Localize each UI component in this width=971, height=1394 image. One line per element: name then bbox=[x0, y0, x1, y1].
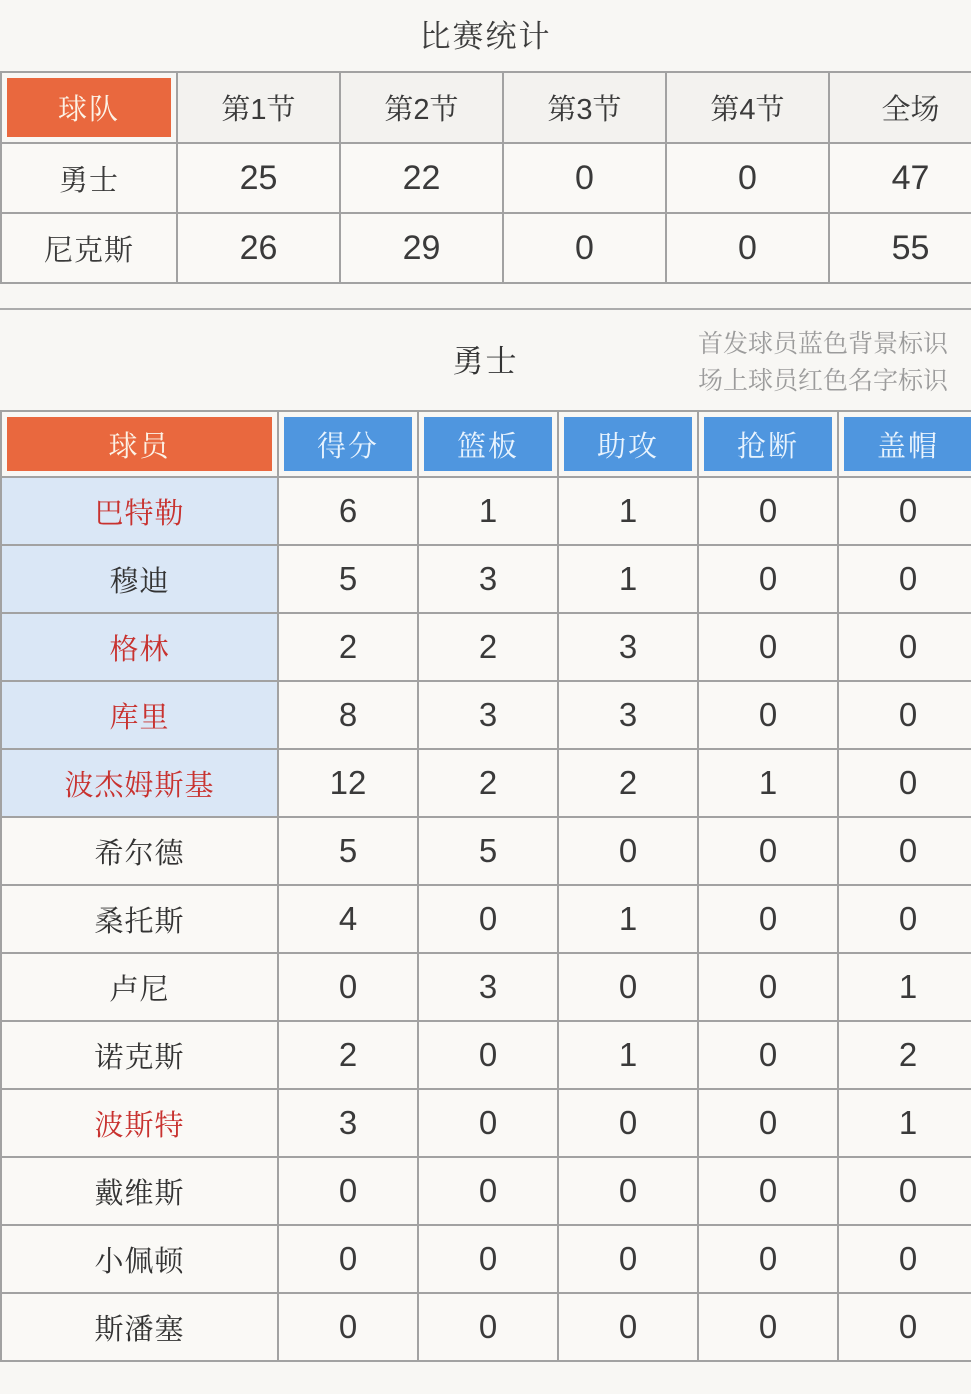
player-stat-value: 1 bbox=[838, 953, 971, 1021]
player-stat-value: 5 bbox=[278, 817, 418, 885]
player-stat-value: 0 bbox=[698, 1089, 838, 1157]
player-stat-value: 0 bbox=[278, 1157, 418, 1225]
player-name: 穆迪 bbox=[1, 545, 278, 613]
team-score-row bbox=[1, 143, 971, 213]
player-row bbox=[1, 477, 971, 545]
player-stat-value: 2 bbox=[418, 613, 558, 681]
player-stat-value: 1 bbox=[558, 1021, 698, 1089]
player-stat-value: 0 bbox=[698, 1021, 838, 1089]
quarter-score-value: 26 bbox=[177, 213, 340, 283]
stat-column-header: 盖帽 bbox=[838, 411, 971, 477]
player-row bbox=[1, 817, 971, 885]
player-stat-value: 0 bbox=[558, 1293, 698, 1361]
player-stat-value: 0 bbox=[418, 1225, 558, 1293]
player-stat-value: 0 bbox=[418, 1089, 558, 1157]
player-stat-value: 0 bbox=[838, 545, 971, 613]
player-stat-value: 4 bbox=[278, 885, 418, 953]
player-stat-value: 3 bbox=[418, 953, 558, 1021]
player-stat-value: 0 bbox=[558, 953, 698, 1021]
player-stat-value: 0 bbox=[838, 885, 971, 953]
player-stat-value: 1 bbox=[558, 885, 698, 953]
player-stat-value: 0 bbox=[838, 1157, 971, 1225]
player-name: 小佩顿 bbox=[1, 1225, 278, 1293]
player-stat-value: 0 bbox=[698, 817, 838, 885]
player-stat-value: 0 bbox=[698, 885, 838, 953]
player-name: 戴维斯 bbox=[1, 1157, 278, 1225]
team-section-title: 勇士 bbox=[452, 344, 519, 379]
player-stat-value: 6 bbox=[278, 477, 418, 545]
quarter-score-value: 0 bbox=[666, 213, 829, 283]
player-stat-value: 1 bbox=[418, 477, 558, 545]
player-row bbox=[1, 681, 971, 749]
page-title: 比赛统计 bbox=[419, 19, 552, 54]
player-stat-value: 0 bbox=[838, 749, 971, 817]
legend-line-oncourt: 场上球员红色名字标识 bbox=[698, 367, 949, 395]
player-stats-table bbox=[0, 410, 971, 1362]
player-stat-value: 0 bbox=[698, 1293, 838, 1361]
player-stat-value: 0 bbox=[698, 953, 838, 1021]
player-stat-value: 0 bbox=[418, 1157, 558, 1225]
quarter-column-header: 第3节 bbox=[503, 72, 666, 143]
player-table-header bbox=[1, 411, 971, 477]
player-row bbox=[1, 749, 971, 817]
player-stat-value: 0 bbox=[418, 1293, 558, 1361]
team-score-row bbox=[1, 213, 971, 283]
quarter-score-table bbox=[0, 71, 971, 284]
quarter-table-body bbox=[1, 143, 971, 283]
player-name: 库里 bbox=[1, 681, 278, 749]
player-row bbox=[1, 1225, 971, 1293]
player-row bbox=[1, 953, 971, 1021]
player-stat-value: 0 bbox=[418, 885, 558, 953]
player-stat-value: 0 bbox=[278, 1293, 418, 1361]
player-row bbox=[1, 1021, 971, 1089]
stat-column-header: 篮板 bbox=[418, 411, 558, 477]
player-stat-value: 0 bbox=[698, 477, 838, 545]
player-stat-value: 0 bbox=[278, 953, 418, 1021]
quarter-column-header: 全场 bbox=[829, 72, 971, 143]
player-stat-value: 0 bbox=[278, 1225, 418, 1293]
player-stat-value: 3 bbox=[418, 681, 558, 749]
team-name: 尼克斯 bbox=[1, 213, 177, 283]
quarter-score-value: 22 bbox=[340, 143, 503, 213]
player-stat-value: 3 bbox=[558, 681, 698, 749]
player-row bbox=[1, 1157, 971, 1225]
player-stat-value: 0 bbox=[698, 1225, 838, 1293]
player-stat-value: 2 bbox=[838, 1021, 971, 1089]
player-stat-value: 5 bbox=[418, 817, 558, 885]
player-table-body bbox=[1, 477, 971, 1361]
legend-line-starter: 首发球员蓝色背景标识 bbox=[698, 330, 949, 358]
player-column-header: 球员 bbox=[1, 411, 278, 477]
player-header-row bbox=[1, 411, 971, 477]
player-stat-value: 12 bbox=[278, 749, 418, 817]
player-name: 波杰姆斯基 bbox=[1, 749, 278, 817]
player-stat-value: 5 bbox=[278, 545, 418, 613]
quarter-score-value: 0 bbox=[666, 143, 829, 213]
player-name: 桑托斯 bbox=[1, 885, 278, 953]
stat-column-header: 抢断 bbox=[698, 411, 838, 477]
player-name: 波斯特 bbox=[1, 1089, 278, 1157]
team-section-header bbox=[0, 310, 971, 410]
player-stat-value: 0 bbox=[838, 817, 971, 885]
player-stat-value: 0 bbox=[558, 1157, 698, 1225]
player-stat-value: 3 bbox=[558, 613, 698, 681]
quarter-column-header: 第1节 bbox=[177, 72, 340, 143]
player-name: 卢尼 bbox=[1, 953, 278, 1021]
quarter-score-value: 47 bbox=[829, 143, 971, 213]
player-row bbox=[1, 1293, 971, 1361]
section-spacer bbox=[0, 284, 971, 308]
player-stat-value: 1 bbox=[838, 1089, 971, 1157]
player-stat-value: 0 bbox=[418, 1021, 558, 1089]
player-stat-value: 0 bbox=[558, 1089, 698, 1157]
quarter-column-header: 第4节 bbox=[666, 72, 829, 143]
quarter-score-value: 0 bbox=[503, 213, 666, 283]
player-stat-value: 8 bbox=[278, 681, 418, 749]
team-column-header: 球队 bbox=[1, 72, 177, 143]
player-stat-value: 0 bbox=[698, 613, 838, 681]
player-stat-value: 1 bbox=[558, 545, 698, 613]
player-stat-value: 0 bbox=[838, 1225, 971, 1293]
player-stat-value: 1 bbox=[558, 477, 698, 545]
player-stat-value: 0 bbox=[558, 1225, 698, 1293]
player-name: 希尔德 bbox=[1, 817, 278, 885]
player-row bbox=[1, 885, 971, 953]
quarter-score-value: 55 bbox=[829, 213, 971, 283]
player-stat-value: 0 bbox=[698, 545, 838, 613]
player-stat-value: 0 bbox=[838, 613, 971, 681]
player-stat-value: 0 bbox=[558, 817, 698, 885]
player-row bbox=[1, 613, 971, 681]
player-stat-value: 2 bbox=[418, 749, 558, 817]
player-stat-value: 1 bbox=[698, 749, 838, 817]
player-stat-value: 2 bbox=[278, 613, 418, 681]
player-stat-value: 0 bbox=[838, 1293, 971, 1361]
quarter-score-value: 25 bbox=[177, 143, 340, 213]
quarter-table-header bbox=[1, 72, 971, 143]
legend-note bbox=[698, 326, 971, 400]
quarter-column-header: 第2节 bbox=[340, 72, 503, 143]
player-stat-value: 0 bbox=[838, 477, 971, 545]
player-row bbox=[1, 1089, 971, 1157]
stat-column-header: 得分 bbox=[278, 411, 418, 477]
player-stat-value: 0 bbox=[838, 681, 971, 749]
player-name: 斯潘塞 bbox=[1, 1293, 278, 1361]
player-stat-value: 2 bbox=[278, 1021, 418, 1089]
player-stat-value: 3 bbox=[418, 545, 558, 613]
player-name: 巴特勒 bbox=[1, 477, 278, 545]
player-stat-value: 0 bbox=[698, 681, 838, 749]
stat-column-header: 助攻 bbox=[558, 411, 698, 477]
quarter-header-row bbox=[1, 72, 971, 143]
player-name: 诺克斯 bbox=[1, 1021, 278, 1089]
player-stat-value: 2 bbox=[558, 749, 698, 817]
team-name: 勇士 bbox=[1, 143, 177, 213]
quarter-score-value: 29 bbox=[340, 213, 503, 283]
quarter-score-value: 0 bbox=[503, 143, 666, 213]
player-name: 格林 bbox=[1, 613, 278, 681]
player-stat-value: 0 bbox=[698, 1157, 838, 1225]
player-row bbox=[1, 545, 971, 613]
player-stat-value: 3 bbox=[278, 1089, 418, 1157]
